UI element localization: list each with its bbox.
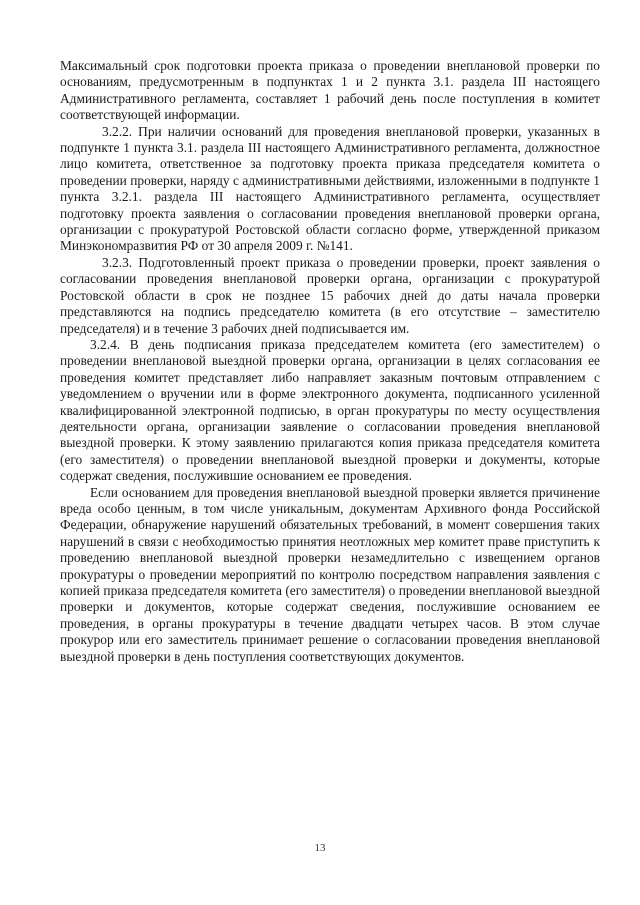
paragraph-3-2-3: 3.2.3. Подготовленный проект приказа о проведении проверки, проект заявления о согласовании проведения внеплановой проверки органа, организации с прокуратурой Ростовской области в срок не позднее 15 рабочих дней до даты начала проверки представляются на подпись председателю комитета (в его отсутствие – заместителю председателя) и в течение 3 рабочих дней подписывается им. — [60, 254, 600, 336]
paragraph-urgent-inspection: Если основанием для проведения внеплановой выездной проверки является причинение вреда особо ценным, в том числе уникальным, документам Архивного фонда Российской Федерации, обнаружение нарушений обязательных требований, в момент совершения таких нарушений в связи с необходимостью принятия неотложных мер комитет праве приступить к проведению внеплановой выездной проверки незамедлительно с извещением органов прокуратуры о проведении мероприятий по контролю посредством направления заявления с копией приказа председателя комитета (его заместителя) о проведении внеплановой выездной проверки и документов, которые содержат сведения, послужившие основанием ее проведения, в органы прокуратуры в течение двадцати четырех часов. В этом случае прокурор или его заместитель принимает решение о согласовании проведения внеплановой выездной проверки в день поступления соответствующих документов. — [60, 484, 600, 664]
document-page — [60, 58, 600, 665]
page-number: 13 — [314, 842, 326, 854]
paragraph-3-2-2: 3.2.2. При наличии оснований для проведения внеплановой проверки, указанных в подпункте 1 пункта 3.1. раздела III настоящего Административного регламента, должностное лицо комитета, ответственное за подготовку проекта приказа председателя комитета о проведении проверки, наряду с административными действиями, изложенными в подпункте 1 пункта 3.2.1. раздела III настоящего Административного регламента, осуществляет подготовку проекта заявления о согласовании проведения внеплановой проверки органа, организации с прокуратурой Ростовской области согласно форме, утвержденной приказом Минэкономразвития РФ от 30 апреля 2009 г. №141. — [60, 123, 600, 254]
paragraph-max-deadline: Максимальный срок подготовки проекта приказа о проведении внеплановой проверки по основаниям, предусмотренным в подпунктах 1 и 2 пункта 3.1. раздела III настоящего Административного регламента, составляет 1 рабочий день после поступления в комитет соответствующей информации. — [60, 58, 600, 123]
paragraph-3-2-4: 3.2.4. В день подписания приказа председателем комитета (его заместителем) о проведении внеплановой выездной проверки органа, организации в целях согласования ее проведения комитет представляет либо направляет заказным почтовым отправлением с уведомлением о вручении или в форме электронного документа, подписанного усиленной квалифицированной электронной подписью, в орган прокуратуры по месту осуществления деятельности органа, организации заявление о согласовании проведения внеплановой выездной проверки. К этому заявлению прилагаются копия приказа председателя комитета (его заместителя) о проведении внеплановой выездной проверки и документы, которые содержат сведения, послужившие основанием ее проведения. — [60, 336, 600, 484]
